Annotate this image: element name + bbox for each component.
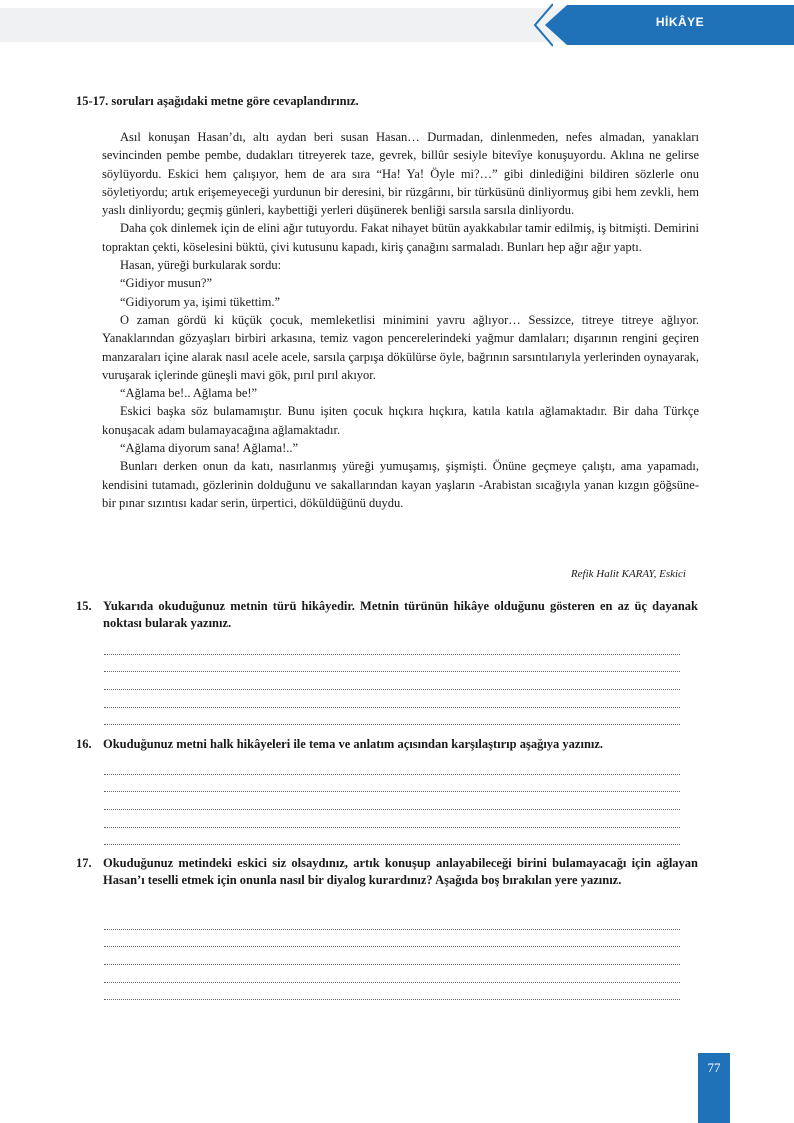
answer-line[interactable] — [104, 983, 680, 1001]
answer-line[interactable] — [104, 637, 680, 655]
answer-line[interactable] — [104, 947, 680, 965]
story-paragraph: Asıl konuşan Hasan’dı, altı aydan beri susan Hasan… Durmadan, dinlenmeden, nefes almadan, yanakları sevincinden pembe pembe, dudakları titreyerek taze, gevrek, billûr sesiyle bitevîye konuşuyordu. Aklına ne gelirse söylüyordu. Eskici hem çalışıyor, hem de ara sıra “Ha! Ya! Öyle mi?…” gibi dinlediğini bildiren sözlerle onu söyletiyordu; artık erişemeyeceği yurdunun bir deresini, bir rüzgârını, bir türküsünü dinliyormuş gibi hem zevkli, hem yaslı dinliyordu; geçmiş günleri, kaybettiği yerleri düşünerek benliği sarsıla sarsıla dinliyordu. — [102, 130, 699, 218]
page-number: 77 — [707, 1060, 721, 1075]
question-text: Okuduğunuz metindeki eskici siz olsaydınız, artık konuşup anlayabileceği birini bulamayacağı için ağlayan Hasan’ı teselli etmek için onunla nasıl bir diyalog kurardınız? Aşağıda boş bırakılan yere yazınız. — [103, 856, 698, 887]
question-15 — [76, 598, 698, 632]
answer-line[interactable] — [104, 810, 680, 828]
story-paragraph: “Ağlama diyorum sana! Ağlama!..” — [120, 441, 299, 456]
question-17 — [76, 855, 698, 889]
story-paragraph: Hasan, yüreği burkularak sordu: — [120, 258, 282, 273]
section-title: HİKÂYE — [655, 15, 705, 29]
answer-lines-16[interactable] — [104, 757, 680, 845]
answer-line[interactable] — [104, 930, 680, 948]
answer-lines-17[interactable] — [104, 912, 680, 1000]
question-number: 17. — [76, 856, 92, 870]
answer-line[interactable] — [104, 672, 680, 690]
question-text: Okuduğunuz metni halk hikâyeleri ile tema ve anlatım açısından karşılaştırıp aşağıya yazınız. — [103, 737, 604, 751]
answer-line[interactable] — [104, 708, 680, 726]
author-citation: Refik Halit KARAY, Eskici — [570, 568, 686, 580]
answer-line[interactable] — [104, 912, 680, 930]
instructions: 15-17. soruları aşağıdaki metne göre cevaplandırınız. — [76, 94, 359, 108]
story-paragraph: O zaman gördü ki küçük çocuk, memleketlisi minimini yavru ağlıyor… Sessizce, titreye titreye ağlıyor. Yanaklarından gözyaşları birbiri arkasına, temiz vagon pencerelerindeki yağmur damlaları; dışarının rengini geçiren manzaraları içine alarak nasıl acele acele, sarsıla çarpışa dökülürse öyle, bağrının sarsıntılarıyla yerlerinden oynayarak, vuruşarak içlerinde güneşli mavi gök, pırıl pırıl akıyor. — [102, 312, 699, 382]
answer-line[interactable] — [104, 757, 680, 775]
story-paragraph: “Ağlama be!.. Ağlama be!” — [120, 386, 258, 401]
answer-line[interactable] — [104, 965, 680, 983]
question-number: 15. — [76, 599, 92, 613]
story-paragraph: Eskici başka söz bulamamıştır. Bunu işiten çocuk hıçkıra hıçkıra, katıla katıla ağlamaktadır. Bir daha Türkçe konuşacak adam bulamayacağına ağlamaktadır. — [102, 404, 699, 437]
answer-line[interactable] — [104, 792, 680, 810]
answer-line[interactable] — [104, 828, 680, 846]
page-number-box — [698, 1053, 730, 1123]
story-paragraph: “Gidiyorum ya, işimi tükettim.” — [120, 294, 281, 309]
answer-line[interactable] — [104, 775, 680, 793]
question-text: Yukarıda okuduğunuz metnin türü hikâyedir. Metnin türünün hikâye olduğunu gösteren en az üç dayanak noktası bularak yazınız. — [103, 599, 698, 630]
story-paragraph: Bunları derken onun da katı, nasırlanmış yüreği yumuşamış, şişmişti. Önüne geçmeye çalıştı, ama yapamadı, kendisini tutamadı, gözlerinin dolduğunu ve sakallarından kayan yaşların -Arabistan sıcağıyla yanan kızgın göğsüne- bir pınar sızıntısı kadar serin, ürpertici, döküldüğünü duydu. — [102, 459, 699, 510]
story-paragraph: “Gidiyor musun?” — [120, 276, 212, 291]
answer-lines-15[interactable] — [104, 637, 680, 725]
answer-line[interactable] — [104, 690, 680, 708]
story-paragraph: Daha çok dinlemek için de elini ağır tutuyordu. Fakat nihayet bütün ayakkabılar tamir edilmiş, iş bitmişti. Demirini topraktan çekti, köselesini büktü, çivi kutusunu kapadı, kiriş çanağını sarmaladı. Bunları hep ağır ağır yaptı. — [102, 221, 699, 254]
question-16 — [76, 736, 698, 753]
question-number: 16. — [76, 737, 92, 751]
story-text — [102, 128, 699, 512]
answer-line[interactable] — [104, 655, 680, 673]
